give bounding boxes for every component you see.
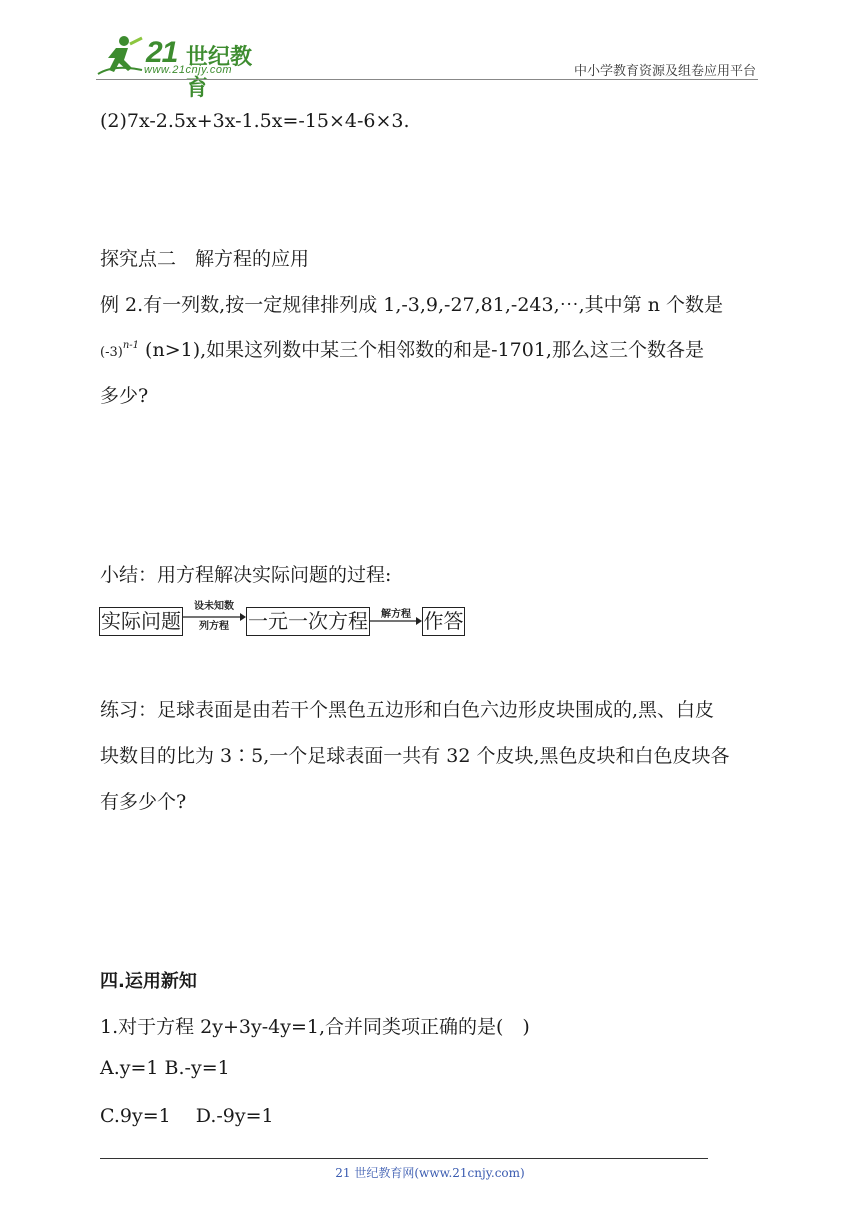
section-heading: 探究点二 解方程的应用: [100, 248, 310, 270]
question-1-options-ab: A.y=1 B.-y=1: [100, 1057, 230, 1079]
question-1-options-cd: C.9y=1 D.-9y=1: [100, 1105, 274, 1127]
flow-box-problem: 实际问题: [99, 607, 183, 636]
example-2-line-3: 多少?: [100, 385, 149, 407]
practice-line-3: 有多少个?: [100, 791, 187, 813]
runner-icon: [94, 34, 146, 78]
flow-box-answer: 作答: [422, 607, 465, 636]
formula-base: (-3): [100, 345, 123, 360]
example-2-line-2-text: (n>1),如果这列数中某三个相邻数的和是-1701,那么这三个数各是: [139, 339, 704, 361]
practice-line-2: 块数目的比为 3∶5,一个足球表面一共有 32 个皮块,黑色皮块和白色皮块各: [100, 745, 730, 767]
equation-2: (2)7x-2.5x+3x-1.5x=-15×4-6×3.: [100, 110, 410, 132]
formula-exponent: n-1: [122, 340, 139, 351]
logo-url: www.21cnjy.com: [144, 64, 233, 76]
site-logo: [94, 34, 264, 101]
header-platform-text: 中小学教育资源及组卷应用平台: [573, 64, 756, 79]
footer-divider: [100, 1158, 708, 1159]
practice-line-1: 练习：足球表面是由若干个黑色五边形和白色六边形皮块围成的,黑、白皮: [100, 699, 715, 721]
flow-arrow-1-bottom-label: 列方程: [199, 621, 229, 632]
section-4-heading: 四.运用新知: [100, 971, 197, 992]
logo-text: 世纪教育: [186, 45, 253, 101]
footer-text: 21 世纪教育网(www.21cnjy.com): [335, 1166, 525, 1180]
flow-arrow-2: [370, 616, 422, 626]
question-1: 1.对于方程 2y+3y-4y=1,合并同类项正确的是( ): [100, 1016, 530, 1038]
example-2-line-1: 例 2.有一列数,按一定规律排列成 1,-3,9,-27,81,-243,⋯,其中第 n 个数是: [100, 294, 723, 316]
flow-box-equation: 一元一次方程: [246, 607, 370, 636]
logo-number: 21: [146, 36, 178, 69]
flow-arrow-1-top-label: 设未知数: [194, 601, 234, 612]
header-divider: [96, 79, 758, 80]
summary-text: 小结：用方程解决实际问题的过程:: [100, 564, 392, 586]
flow-arrow-2-label: 解方程: [381, 609, 411, 620]
example-2-line-2: [100, 335, 704, 362]
